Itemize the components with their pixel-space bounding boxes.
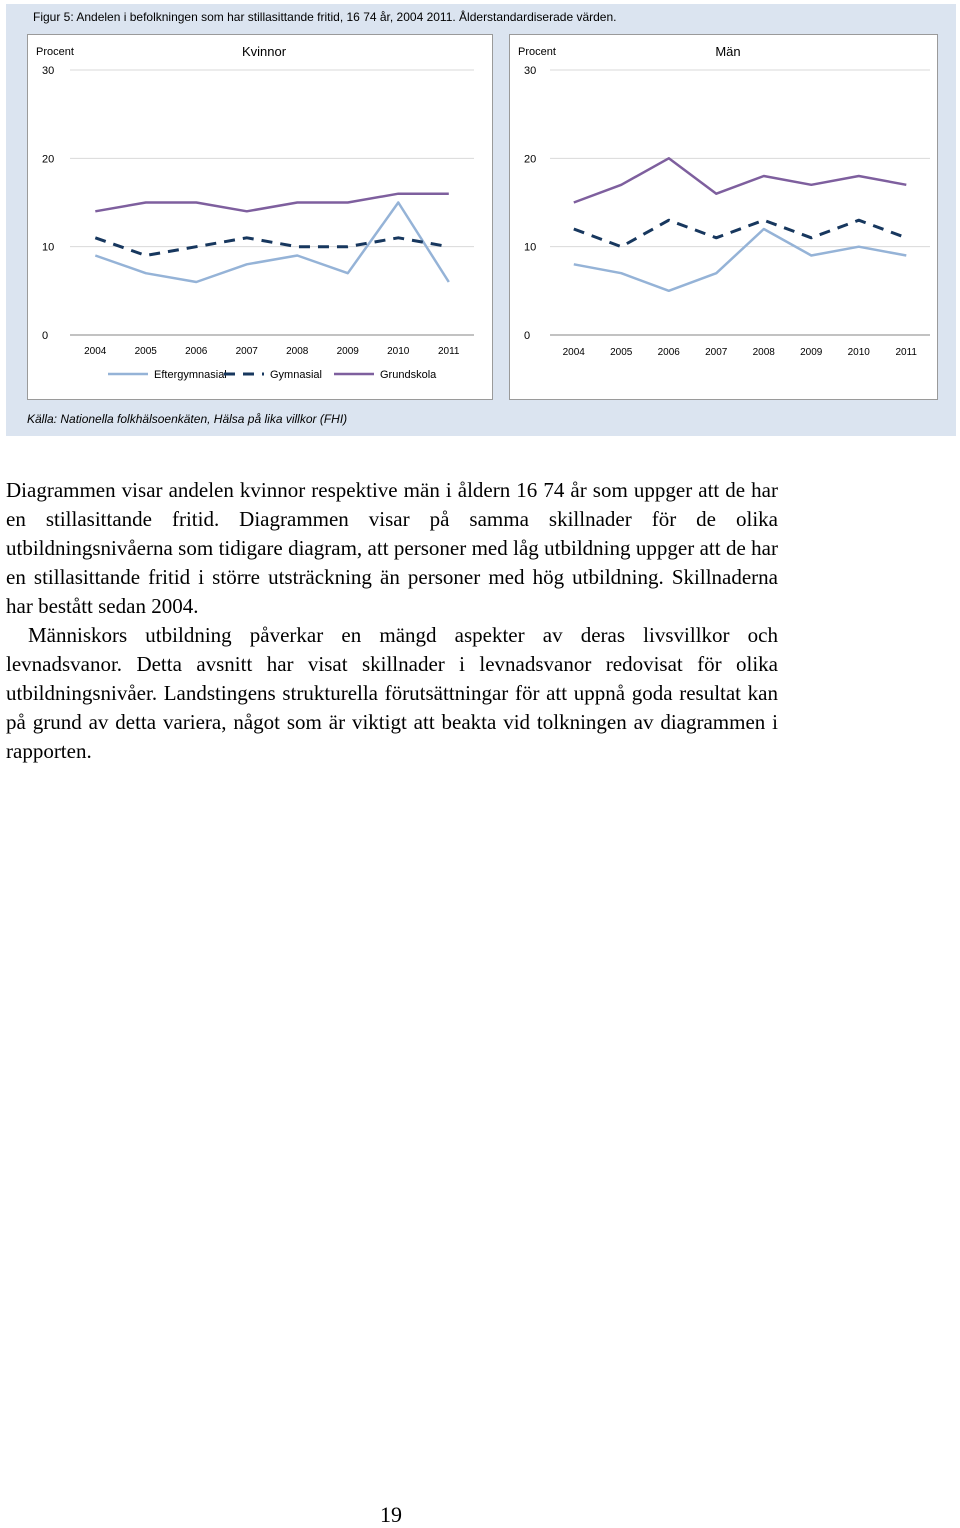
figure-container [6,4,956,436]
series-line-eftergymnasial [574,229,907,291]
x-tick-label: 2004 [84,346,107,357]
x-tick-label: 2007 [236,346,259,357]
series-line-grundskola [574,158,907,202]
y-axis-label: Procent [36,46,74,58]
source-note: Källa: Nationella folkhälsoenkäten, Hälsa på lika villkor (FHI) [27,412,347,426]
series-line-gymnasial [574,220,907,247]
chart-panel-man [509,34,938,400]
chart-title: Kvinnor [242,44,287,59]
y-tick-label: 10 [42,242,54,254]
legend-label: Eftergymnasial [154,369,227,381]
x-tick-label: 2005 [610,347,633,358]
x-tick-label: 2008 [753,347,776,358]
y-tick-label: 30 [524,65,536,77]
chart-svg [510,35,937,399]
y-tick-label: 0 [42,330,48,342]
x-tick-label: 2011 [438,346,460,357]
series-line-grundskola [95,194,449,212]
figure-caption: Figur 5: Andelen i befolkningen som har stillasittande fritid, 16 74 år, 2004 2011. Ålderstandardiserade värden. [33,10,616,24]
chart-panel-kvinnor [27,34,493,400]
x-tick-label: 2010 [387,346,410,357]
x-tick-label: 2004 [563,347,586,358]
x-tick-label: 2005 [135,346,158,357]
legend-label: Grundskola [380,369,437,381]
paragraph-2: Människors utbildning påverkar en mängd aspekter av deras livsvillkor och levnadsvanor. Detta avsnitt har visat skillnader i levnadsvanor redovisat för olika utbildningsnivåer. Landstingens strukturella förutsättningar för att uppnå goda resultat kan på grund av detta variera, något som är viktigt att beakta vid tolkningen av diagrammen i rapporten. [6,621,778,766]
y-tick-label: 20 [42,153,54,165]
x-tick-label: 2008 [286,346,309,357]
page-number: 19 [0,1502,782,1528]
chart-title: Män [715,44,740,59]
y-tick-label: 10 [524,242,536,254]
x-tick-label: 2011 [895,347,917,358]
x-tick-label: 2010 [848,347,871,358]
y-tick-label: 0 [524,330,530,342]
paragraph-1: Diagrammen visar andelen kvinnor respektive män i åldern 16 74 år som uppger att de har en stillasittande fritid. Diagrammen visar på samma skillnader för de olika utbildningsnivåerna som tidigare diagram, att personer med låg utbildning uppger att de har en stillasittande fritid i större utsträckning än personer med hög utbildning. Skillnaderna har bestått sedan 2004. [6,476,778,621]
x-tick-label: 2007 [705,347,728,358]
y-axis-label: Procent [518,46,556,58]
legend-label: Gymnasial [270,369,322,381]
body-text [6,476,778,766]
x-tick-label: 2006 [658,347,681,358]
chart-svg [28,35,492,399]
y-tick-label: 20 [524,153,536,165]
x-tick-label: 2009 [800,347,823,358]
x-tick-label: 2009 [337,346,360,357]
x-tick-label: 2006 [185,346,208,357]
y-tick-label: 30 [42,65,54,77]
